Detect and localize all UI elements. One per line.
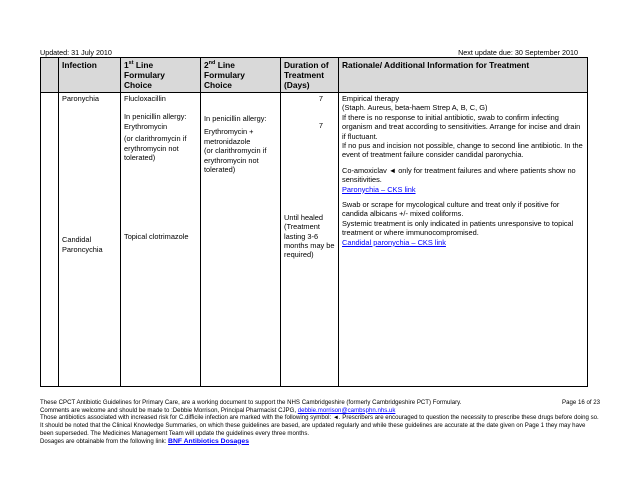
page-footer: These CPCT Antibiotic Guidelines for Primary Care, are a working document to support the NHS Cambridgeshire (formerly Cambridgeshire PCT) Formulary. Page 16 of 23 Comments are welcome and should be made to :Debbie Morrison, Principal Pharmacist CJPG, debbie.morrison@cambsphn.nhs.uk Those antibiotics associated with increased risk for C.difficile infection are marked with the following symbol: ◄. Prescribers are encouraged to question the necessity to prescribe these drugs before doing so. It should be noted that the Clinical Knowledge Summaries, on which these guidelines are based, are updated regularly and while these guidelines are accurate at the date given on Page 1 they may have been superseded. The Medicines Management Team will update the guidelines every three months. Dosages are obtainable from the following link: BNF Antibiotics Dosages xyxy=(40,399,600,445)
duration-until-healed: Until healed (Treatment lasting 3-6 months may be required) xyxy=(284,212,335,260)
rationale-header: Rationale/ Additional Information for Treatment xyxy=(339,58,588,93)
second-line-header: 2nd Line Formulary Choice xyxy=(201,58,281,93)
infection-header: Infection xyxy=(59,58,121,93)
email-link[interactable]: debbie.morrison@cambsphn.nhs.uk xyxy=(297,406,396,414)
footer-line-4: It should be noted that the Clinical Knowledge Summaries, on which these guidelines are based, are updated regularly and while these guidelines are accurate at the date given on Page 1 they may have been superseded. The Medicines Management Team will update the guidelines every three months. xyxy=(40,422,586,437)
footer-line-3: Those antibiotics associated with increased risk for C.difficile infection are marked with the following symbol: ◄. Prescribers are encouraged to question the necessity to prescribe these drugs before doing so. xyxy=(40,414,599,422)
infection-candidal: Candidal xyxy=(62,235,92,245)
blank-cell xyxy=(41,93,59,387)
rationale-cell: Empirical therapy (Staph. Aureus, beta-haem Strep A, B, C, G) If there is no response to initial antibiotic, swab to confirm infecting organism and treat according to sensitivities. Arrange for incise and drain if fluctuant. If no pus and incision not possible, change to second line antibiotic. In the event of treatment failure consider candidal paronychia. Co-amoxiclav ◄ only for treatment failures and where patients show no sensitivities. Paronychia – CKS link Swab or scrape for mycological culture and treat only if positive for candida albicans +/- mixed coliforms. Systemic treatment is only indicated in patients unresponsive to topical treatment or where immunocompromised. Candidal paronychia – CKS link xyxy=(339,93,588,387)
guideline-table xyxy=(40,57,588,387)
duration-header: Duration of Treatment (Days) xyxy=(281,58,339,93)
bnf-dosages-link[interactable]: BNF Antibiotics Dosages xyxy=(168,437,249,445)
first-line-cell: Flucloxacillin In penicillin allergy: Erythromycin (or clarithromycin if erythromycin not tolerated) Topical clotrimazole xyxy=(121,93,201,387)
next-update-date: Next update due: 30 September 2010 xyxy=(458,48,578,57)
candidal-paronychia-cks-link[interactable]: Candidal paronychia – CKS link xyxy=(342,237,446,247)
second-line-cell: In penicillin allergy: Erythromycin + metronidazole (or clarithromycin if erythromycin not tolerated) xyxy=(201,93,281,387)
infection-candidal-2: Paroncychia xyxy=(62,244,103,254)
paronychia-cks-link[interactable]: Paronychia – CKS link xyxy=(342,184,416,194)
first-line-topical: Topical clotrimazole xyxy=(124,232,189,242)
infection-paronychia: Paronychia xyxy=(62,94,99,103)
table-row xyxy=(41,93,588,387)
updated-date: Updated: 31 July 2010 xyxy=(40,48,112,57)
duration-cell: 7 7 Until healed (Treatment lasting 3-6 months may be required) xyxy=(281,93,339,387)
blank-header xyxy=(41,58,59,93)
table-header-row xyxy=(41,58,588,93)
infection-cell xyxy=(59,93,121,387)
footer-line-1: These CPCT Antibiotic Guidelines for Primary Care, are a working document to support the NHS Cambridgeshire (formerly Cambridgeshire PCT) Formulary. xyxy=(40,399,462,406)
page-number: Page 16 of 23 xyxy=(562,399,600,406)
first-line-header: 1st Line Formulary Choice xyxy=(121,58,201,93)
